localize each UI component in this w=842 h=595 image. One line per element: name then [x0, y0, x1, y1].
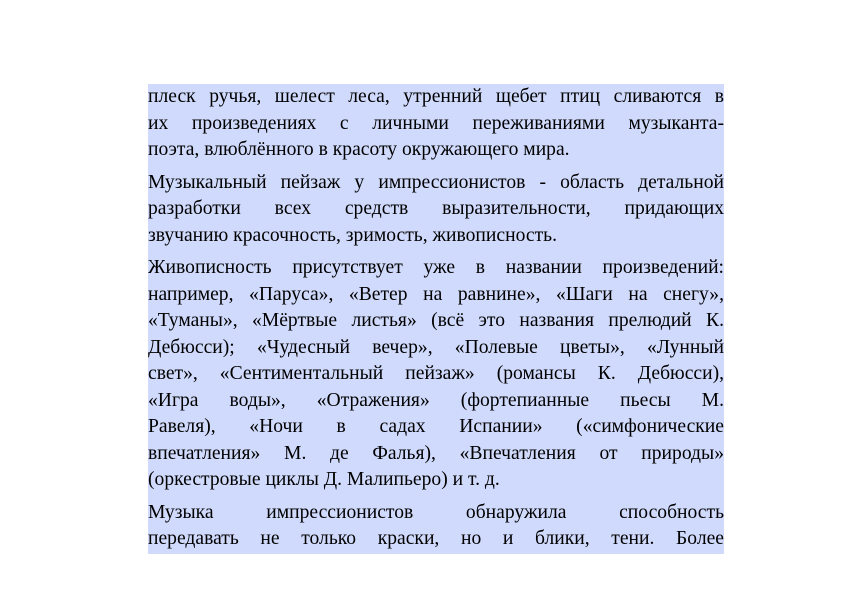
paragraph-line: их произведениях с личными переживаниями музыканта- — [148, 112, 724, 134]
paragraph-line: плеск ручья, шелест леса, утренний щебет птиц сливаются в — [148, 86, 724, 107]
paragraph-line: Живописность присутствует уже в названии произведений: — [148, 257, 724, 278]
paragraph-line: Музыкальный пейзаж у импрессионистов - область детальной — [148, 171, 724, 193]
paragraph-line: Дебюсси); «Чудесный вечер», «Полевые цветы», «Лунный — [148, 336, 724, 358]
paragraph-line: «Игра воды», «Отражения» (фортепианные пьесы М. — [148, 389, 724, 411]
paragraph-2 — [148, 170, 724, 250]
paragraph-line: впечатления» М. де Фалья), «Впечатления от природы» — [148, 442, 724, 464]
paragraph-line: (оркестровые циклы Д. Малипьеро) и т. д. — [148, 469, 500, 490]
paragraph-line: звучанию красочность, зримость, живописность. — [148, 224, 557, 246]
paragraph-line: разработки всех средств выразительности, придающих — [148, 198, 724, 219]
paragraph-line: поэта, влюблённого в красоту окружающего мира. — [148, 139, 570, 160]
paragraph-1 — [148, 84, 724, 164]
paragraph-line: передавать не только краски, но и блики, тени. Более — [148, 528, 724, 549]
paragraph-line: Равеля), «Ночи в садах Испании» («симфонические — [148, 416, 724, 437]
paragraph-line: например, «Паруса», «Ветер на равнине», «Шаги на снегу», — [148, 283, 724, 305]
paragraph-line: Музыка импрессионистов обнаружила способность — [148, 501, 724, 523]
text-block — [148, 84, 724, 554]
paragraph-3 — [148, 255, 724, 494]
paragraph-line: свет», «Сентиментальный пейзаж» (романсы К. Дебюсси), — [148, 363, 724, 384]
paragraph-4 — [148, 500, 724, 553]
paragraph-line: «Туманы», «Мёртвые листья» (всё это названия прелюдий К. — [148, 310, 724, 331]
